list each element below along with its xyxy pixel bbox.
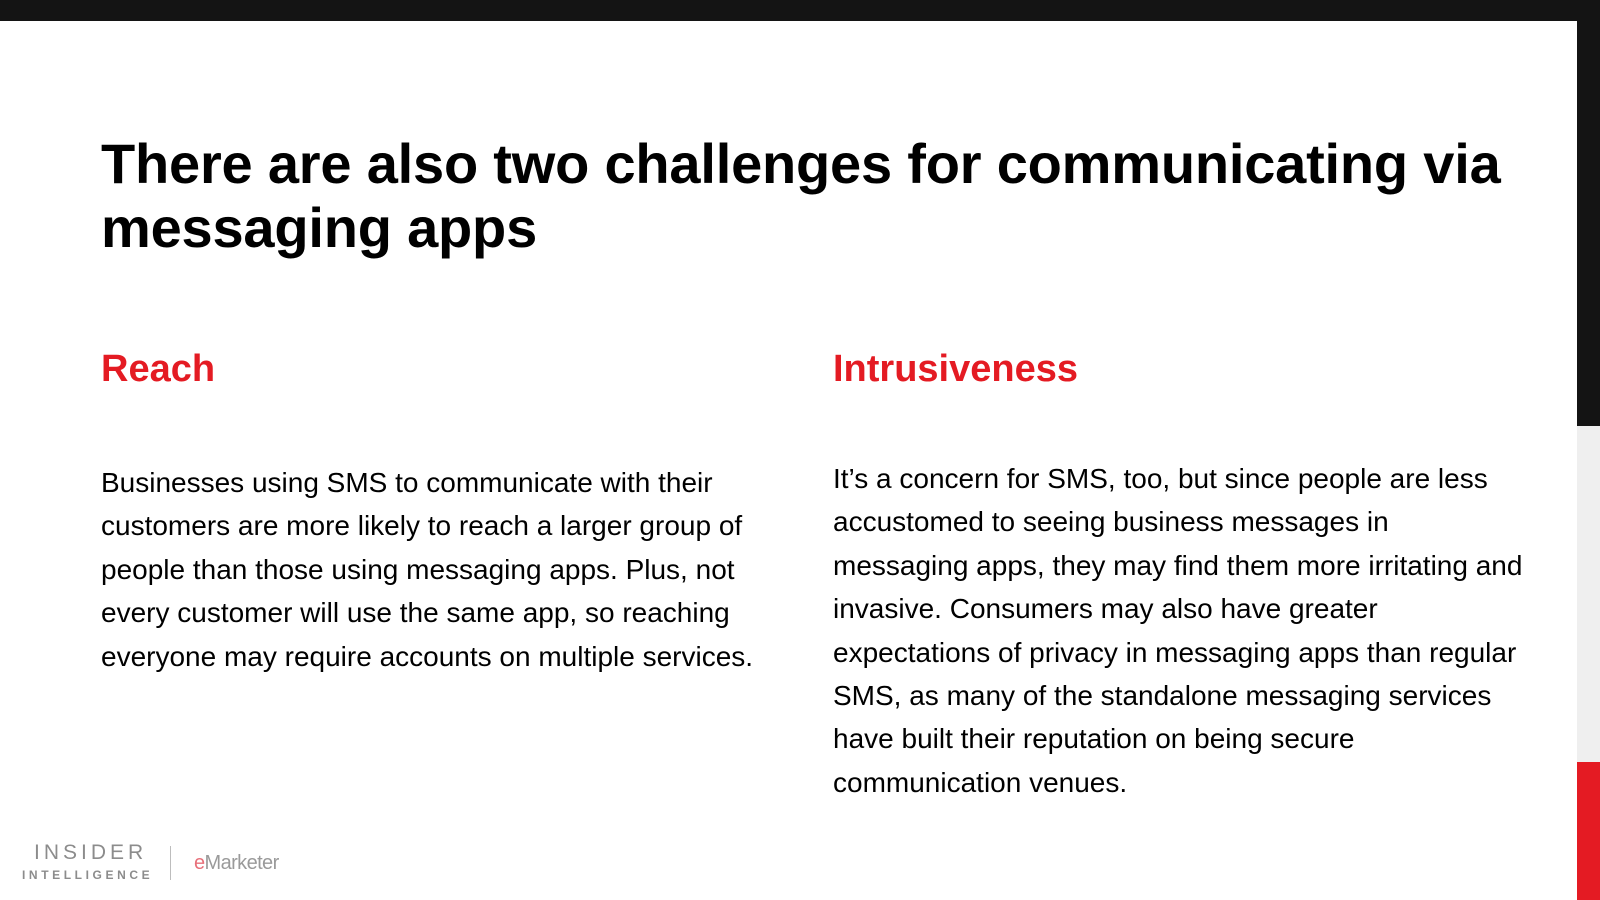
reach-body-text: Businesses using SMS to communicate with their customers are more likely to reach a larger group of people than those using messaging apps. Plus, not every customer will use the same app, so reaching everyone may require accounts on multiple services. [101,467,754,672]
emarketer-logo-text: Marketer [204,852,279,874]
logo-divider [170,846,171,880]
intrusiveness-body-text: It’s a concern for SMS, too, but since people are less accustomed to seeing business messages in messaging apps, they may find them more irritating and invasive. Consumers may also have greater expectations of privacy in messaging apps than regular SMS, as many of the standalone messaging services have built their reputation on being secure communication venues. [833,463,1523,798]
side-bar-accent-segment [1577,762,1600,900]
intrusiveness-heading: Intrusiveness [833,348,1078,390]
logo-intelligence-text: INTELLIGENCE [22,868,154,882]
side-bar-dark-segment [1577,0,1600,426]
emarketer-logo-prefix: e [194,852,205,874]
slide-title: There are also two challenges for communicating via messaging apps [101,132,1501,259]
logo-insider-text: INSIDER [34,841,148,864]
reach-heading: Reach [101,348,216,390]
footer-logos [22,842,322,884]
emarketer-logo [194,851,279,875]
side-bar-light-segment [1577,426,1600,762]
top-border-bar [0,0,1600,21]
